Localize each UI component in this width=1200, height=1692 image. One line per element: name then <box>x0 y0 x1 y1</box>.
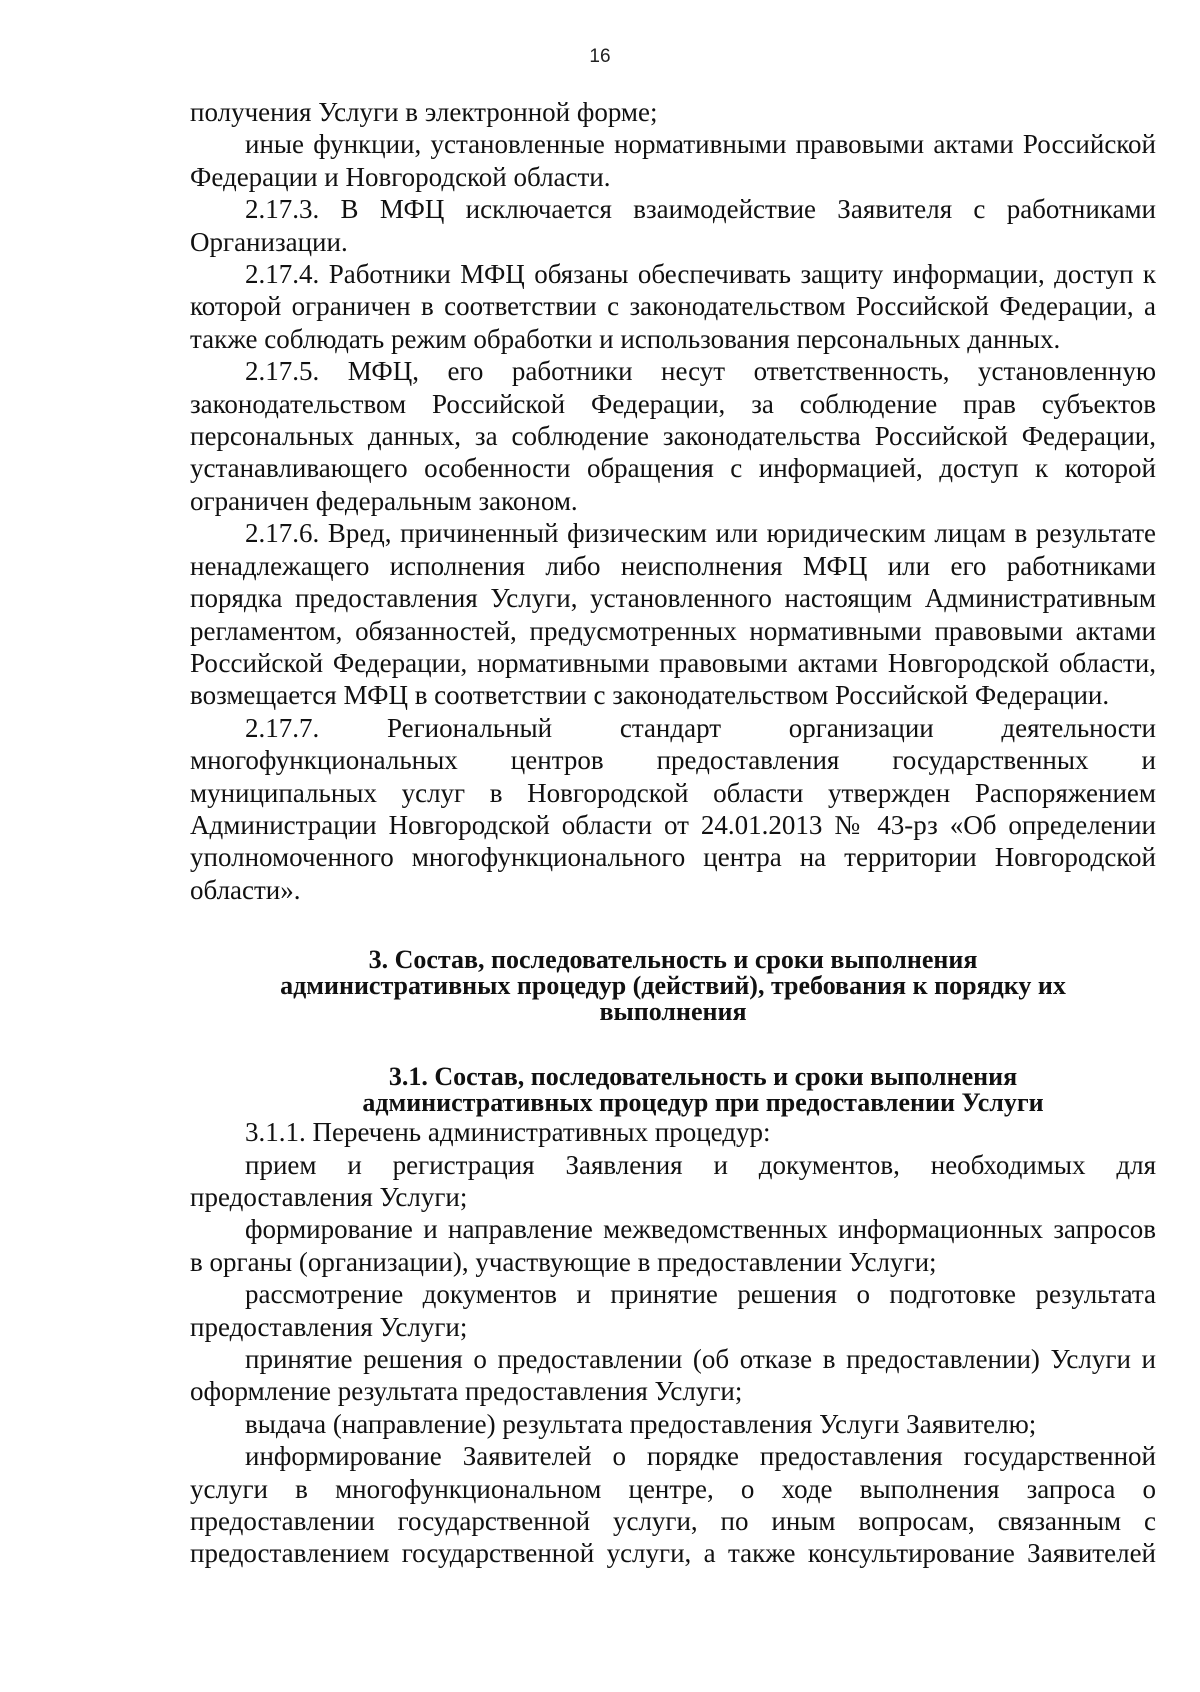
paragraph: 2.17.3. В МФЦ исключается взаимодействие Заявителя с работниками Организации. <box>190 194 1156 257</box>
list-item: формирование и направление межведомственных информационных запросов в органы (организации), участвующие в предоставлении Услуги; <box>190 1214 1156 1277</box>
document-body <box>190 96 1156 1570</box>
list-item: рассмотрение документов и принятие решения о подготовке результата предоставления Услуги; <box>190 1279 1156 1342</box>
paragraph: иные функции, установленные нормативными правовыми актами Российской Федерации и Новгородской области. <box>190 129 1156 192</box>
paragraph: 2.17.7. Региональный стандарт организации деятельности многофункциональных центров предоставления государственных и муниципальных услуг в Новгородской области утвержден Распоряжением Администрации Новгородской области от 24.01.2013 № 43-рз «Об определении уполномоченного многофункционального центра на территории Новгородской области». <box>190 712 1156 905</box>
subsection-heading <box>190 1064 1156 1116</box>
list-item: выдача (направление) результата предоставления Услуги Заявителю; <box>245 1408 1037 1439</box>
paragraph: 2.17.6. Вред, причиненный физическим или юридическим лицам в результате ненадлежащего исполнения либо неисполнения МФЦ или его работниками порядка предоставления Услуги, установленного настоящим Административным регламентом, обязанностей, предусмотренных нормативными правовыми актами Российской Федерации, нормативными правовыми актами Новгородской области, возмещается МФЦ в соответствии с законодательством Российской Федерации. <box>190 518 1156 711</box>
subsection-heading-line: 3.1. Состав, последовательность и сроки выполнения <box>388 1062 1018 1092</box>
paragraph: 2.17.5. МФЦ, его работники несут ответственность, установленную законодательством Российской Федерации, за соблюдение прав субъектов персональных данных, за соблюдение законодательства Российской Федерации, устанавливающего особенности обращения с информацией, доступ к которой ограничен федеральным законом. <box>190 356 1156 516</box>
list-item: информирование Заявителей о порядке предоставления государственной услуги в многофункциональном центре, о ходе выполнения запроса о предоставлении государственной услуги, по иным вопросам, связанным с предоставлением государственной услуги, а также консультирование Заявителей <box>190 1441 1156 1569</box>
section-heading <box>190 947 1156 1025</box>
page-number: 16 <box>589 46 611 67</box>
paragraph: получения Услуги в электронной форме; <box>190 97 658 127</box>
section-heading-line: выполнения <box>599 997 747 1027</box>
section-heading-line: административных процедур (действий), требования к порядку их <box>280 971 1066 1001</box>
paragraph: 2.17.4. Работники МФЦ обязаны обеспечивать защиту информации, доступ к которой ограничен в соответствии с законодательством Российской Федерации, а также соблюдать режим обработки и использования персональных данных. <box>190 259 1156 354</box>
paragraph: 3.1.1. Перечень административных процедур: <box>245 1117 771 1148</box>
list-item: принятие решения о предоставлении (об отказе в предоставлении) Услуги и оформление результата предоставления Услуги; <box>190 1344 1156 1407</box>
list-item: прием и регистрация Заявления и документов, необходимых для предоставления Услуги; <box>190 1149 1156 1212</box>
section-heading-line: 3. Состав, последовательность и сроки выполнения <box>368 945 978 975</box>
subsection-heading-line: административных процедур при предоставлении Услуги <box>362 1088 1044 1118</box>
